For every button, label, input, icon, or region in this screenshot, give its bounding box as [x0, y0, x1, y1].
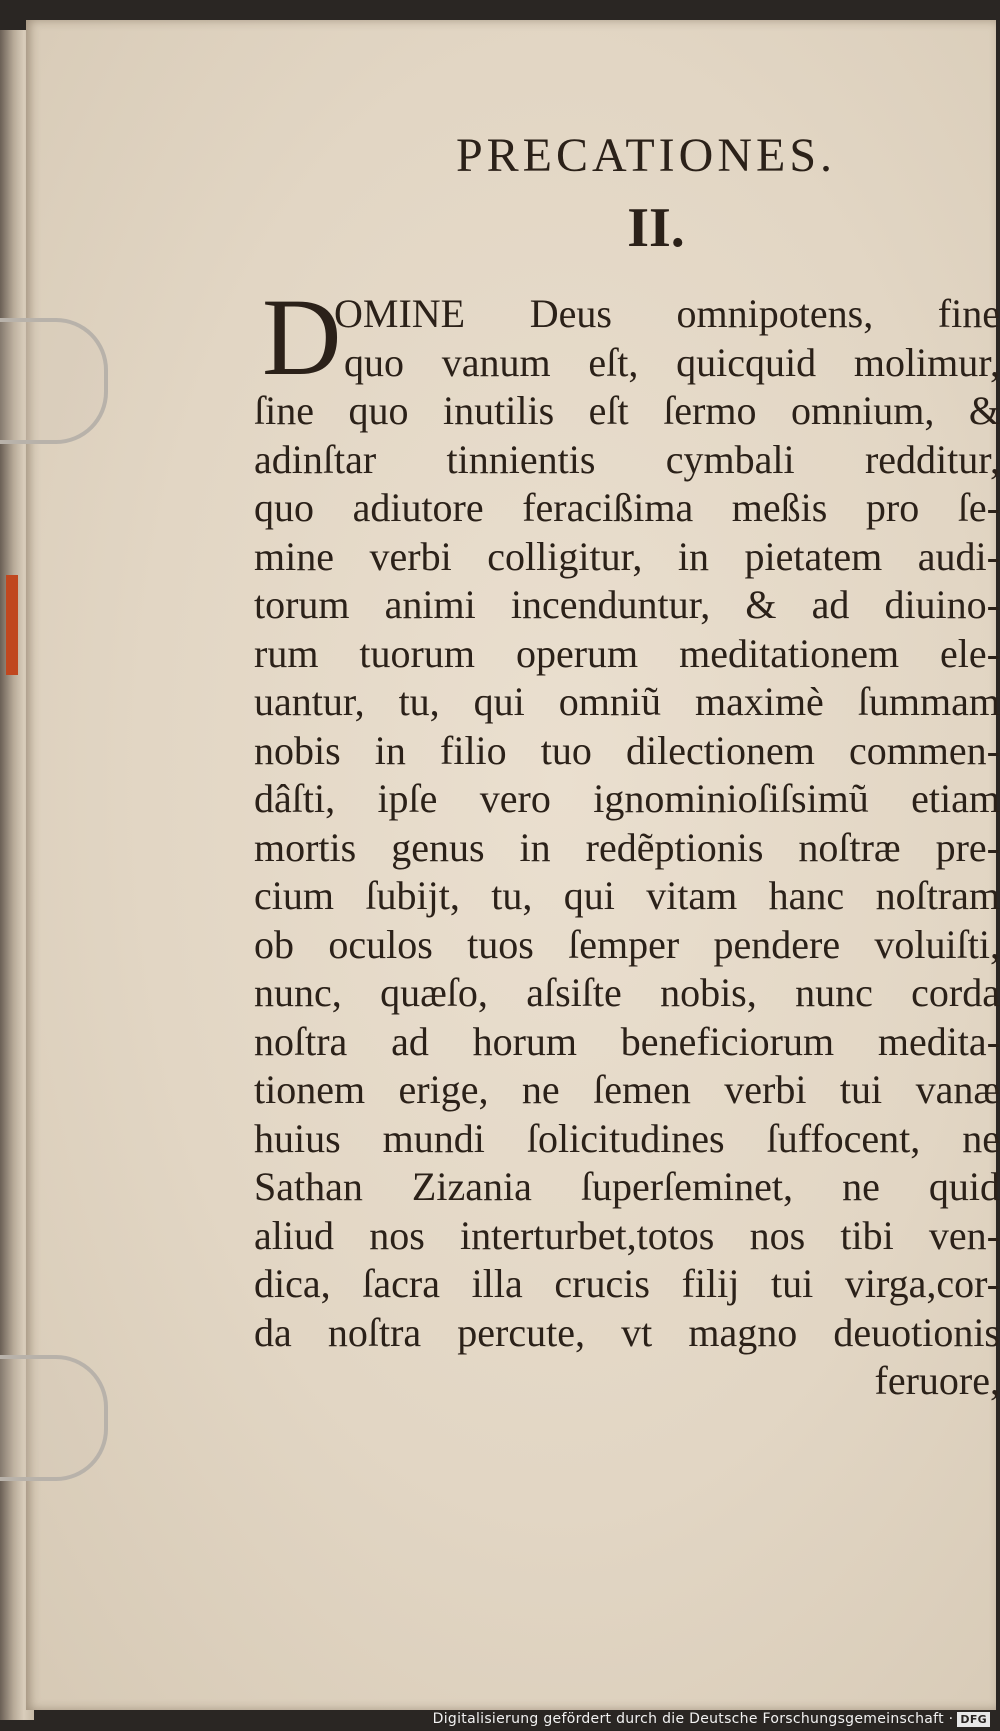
text-line: da noſtra percute, vt magno deuotionis [254, 1309, 1000, 1355]
dfg-logo: DFG [957, 1712, 990, 1727]
text-line: dâſti, ipſe vero ignominioſiſsimũ etiam [254, 776, 1000, 821]
page-heading: PRECATIONES. [455, 129, 837, 182]
text-line: huius mundi ſolicitudines ſuffocent, ne [254, 1115, 1000, 1161]
catchword: feruore, [874, 1358, 1000, 1403]
text-line: OMINE Deus omnipotens, fine [334, 291, 1000, 336]
text-line: noſtra ad horum beneficiorum medita- [254, 1018, 1000, 1064]
text-line: mortis genus in redẽptionis noſtræ pre- [254, 824, 1000, 870]
bookmark-ribbon [6, 575, 18, 675]
text-line: uantur, tu, qui omniũ maximè ſummam [254, 679, 1000, 724]
text-line: quo adiutore feracißima meßis pro ſe- [254, 485, 1000, 530]
credit-text: Digitalisierung gefördert durch die Deutsche Forschungsgemeinschaft · [432, 1711, 954, 1727]
drop-cap: D [262, 276, 342, 398]
text-line: aliud nos interturbet,totos nos tibi ven- [254, 1212, 1000, 1258]
page-clip-bottom [0, 1355, 108, 1481]
prayer-number: II. [627, 197, 685, 259]
text-line: nunc, quæſo, aſsiſte nobis, nunc corda [254, 970, 1000, 1015]
text-line: torum animi incenduntur, & ad diuino- [254, 582, 1000, 627]
text-line: quo vanum eſt, quicquid molimur, [344, 339, 1000, 385]
text-line: mine verbi colligitur, in pietatem audi- [254, 533, 1000, 579]
text-line: dica, ſacra illa crucis filij tui virga,cor- [254, 1261, 1000, 1306]
text-line: cium ſubijt, tu, qui vitam hanc noſtram [254, 873, 1000, 918]
text-line: rum tuorum operum meditationem ele- [254, 630, 1000, 676]
body-text [254, 290, 1000, 1406]
text-line: ſine quo inutilis eſt ſermo omnium, & [254, 388, 1000, 433]
page-clip-top [0, 318, 108, 444]
text-line: Sathan Zizania ſuperſeminet, ne quid [254, 1164, 1000, 1209]
text-line: nobis in filio tuo dilectionem commen- [254, 727, 1000, 773]
digitization-credit [433, 1711, 990, 1727]
text-line: ob oculos tuos ſemper pendere voluiſti, [254, 921, 1000, 967]
book-page [26, 20, 1000, 1710]
text-line: tionem erige, ne ſemen verbi tui vanæ [254, 1067, 1000, 1112]
text-line: adinſtar tinnientis cymbali redditur, [254, 436, 1000, 482]
